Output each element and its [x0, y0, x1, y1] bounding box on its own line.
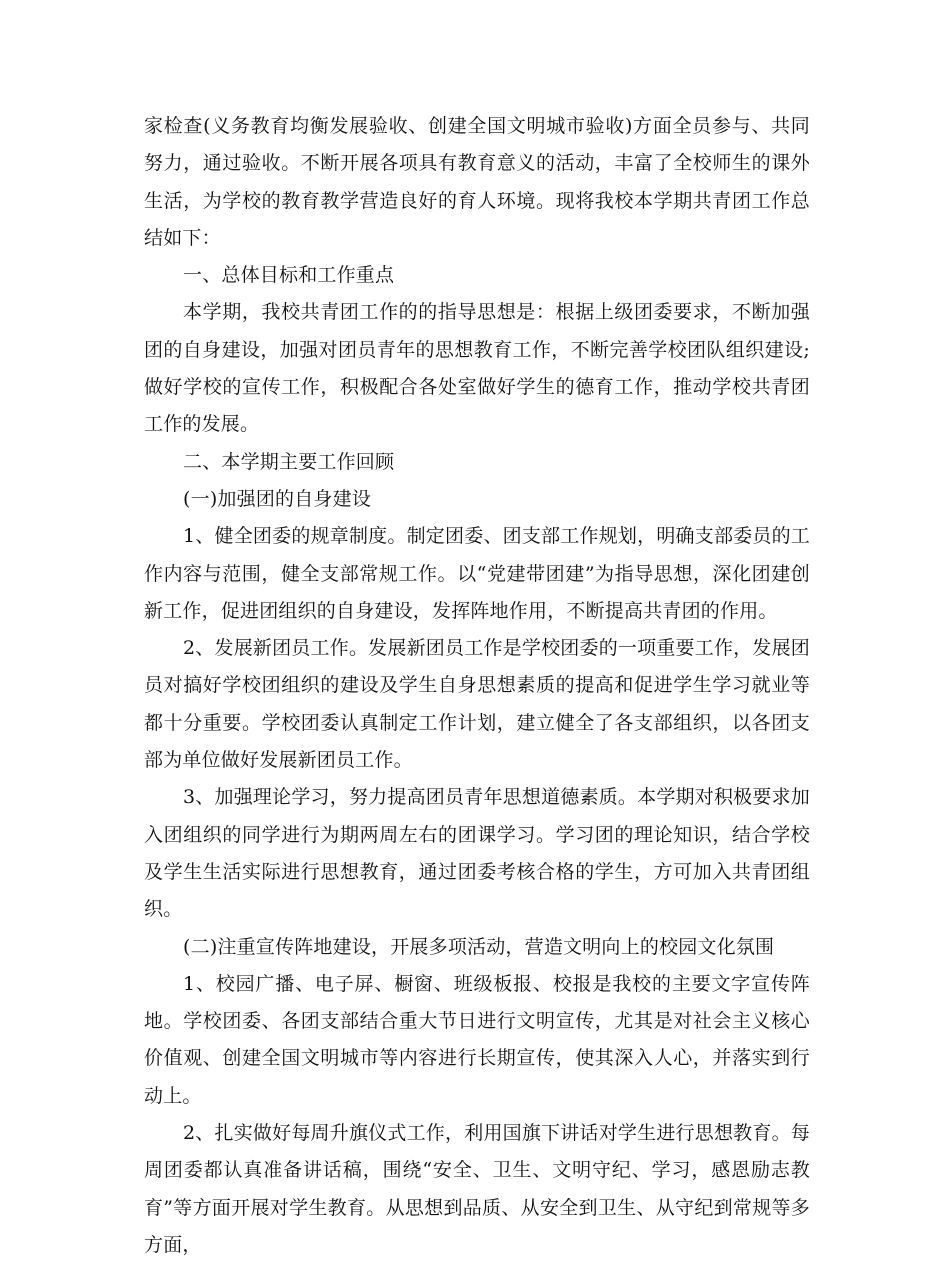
paragraph-continuation: 家检查(义务教育均衡发展验收、创建全国文明城市验收)方面全员参与、共同努力，通过验收。不断开展各项具有教育意义的活动，丰富了全校师生的课外生活，为学校的教育教学营造良好的育人环境。现将我校本学期共青团工作总结如下： [144, 115, 810, 249]
paragraph-new-members: 2、发展新团员工作。发展新团员工作是学校团委的一项重要工作，发展团员对搞好学校团组织的建设及学生自身思想素质的提高和促进学生学习就业等都十分重要。学校团委认真制定工作计划，建立健全了各支部组织，以各团支部为单位做好发展新团员工作。 [144, 637, 810, 772]
paragraph-rules-system: 1、健全团委的规章制度。制定团委、团支部工作规划，明确支部委员的工作内容与范围，健全支部常规工作。以“党建带团建”为指导思想，深化团建创新工作，促进团组织的自身建设，发挥阵地作用，不断提高共青团的作用。 [144, 525, 810, 622]
document-body [144, 108, 810, 1264]
subsection-heading-publicity: (二)注重宣传阵地建设，开展多项活动，营造文明向上的校园文化氛围 [183, 935, 775, 958]
section-heading-goals: 一、总体目标和工作重点 [183, 264, 395, 287]
section-heading-review: 二、本学期主要工作回顾 [183, 450, 395, 473]
paragraph-flag-ceremony: 2、扎实做好每周升旗仪式工作，利用国旗下讲话对学生进行思想教育。每周团委都认真准备讲话稿，围绕“安全、卫生、文明守纪、学习，感恩励志教育”等方面开展对学生教育。从思想到品质、从安全到卫生、从守纪到常规等多方面， [144, 1122, 810, 1256]
paragraph-theory-study: 3、加强理论学习，努力提高团员青年思想道德素质。本学期对积极要求加入团组织的同学进行为期两周左右的团课学习。学习团的理论知识，结合学校及学生生活实际进行思想教育，通过团委考核合格的学生，方可加入共青团组织。 [144, 786, 810, 921]
paragraph-guiding-thought: 本学期，我校共青团工作的的指导思想是：根据上级团委要求，不断加强团的自身建设，加强对团员青年的思想教育工作，不断完善学校团队组织建设;做好学校的宣传工作，积极配合各处室做好学生的德育工作，推动学校共青团工作的发展。 [144, 301, 810, 436]
subsection-heading-self-building: (一)加强团的自身建设 [183, 487, 372, 510]
paragraph-publicity-channels: 1、校园广播、电子屏、橱窗、班级板报、校报是我校的主要文字宣传阵地。学校团委、各团支部结合重大节日进行文明宣传，尤其是对社会主义核心价值观、创建全国文明城市等内容进行长期宣传，使其深入人心，并落实到行动上。 [144, 972, 810, 1107]
